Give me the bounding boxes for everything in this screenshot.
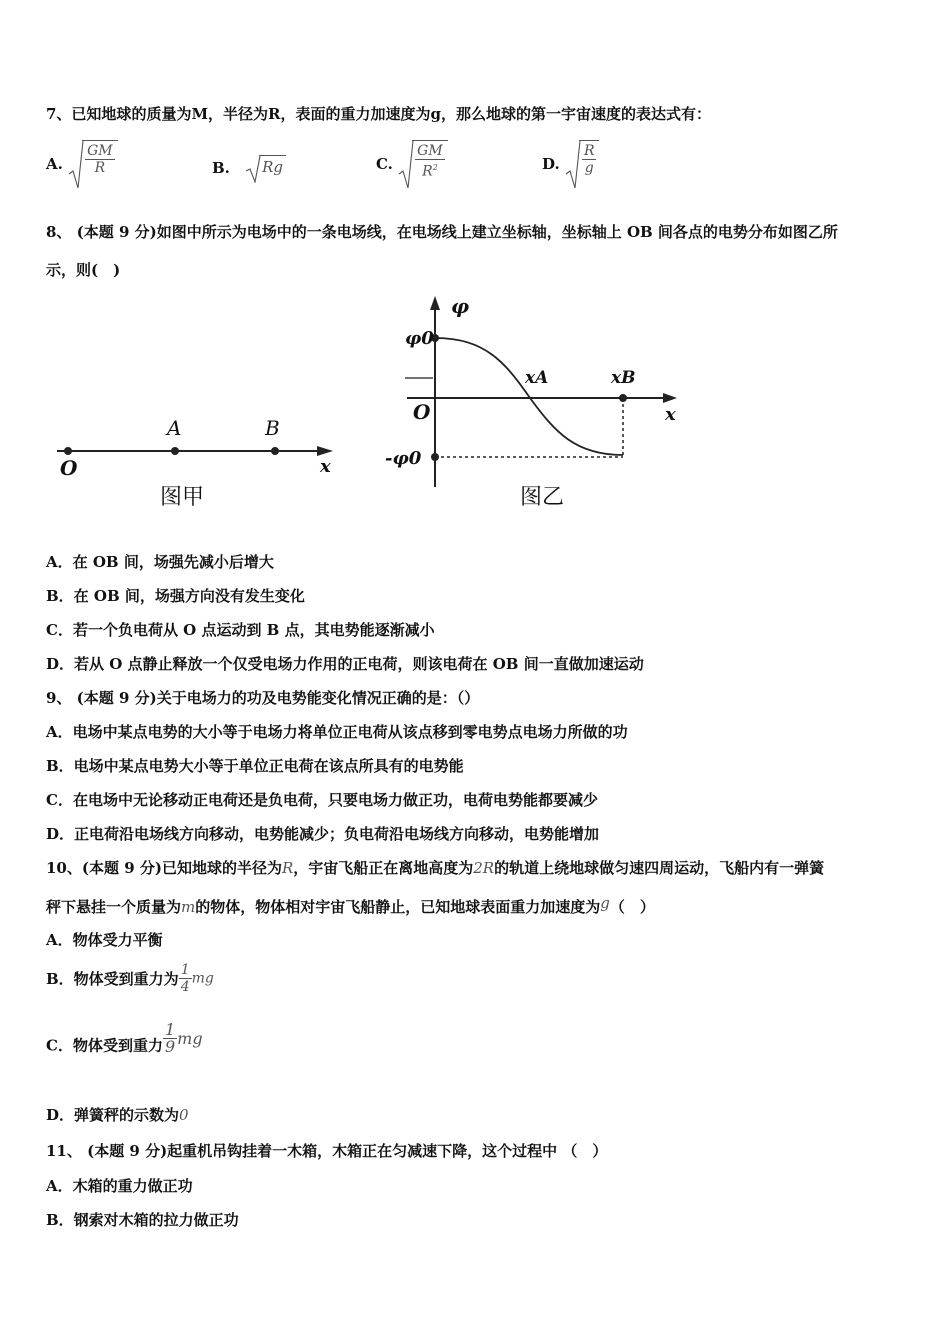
fig-yi-label-phi0: φ0 (405, 328, 434, 349)
q7-option-c (376, 140, 448, 188)
q7-d-numerator: R (583, 143, 595, 159)
fig-yi-label-xa: xA (525, 368, 549, 388)
q7-option-c-label: C. (376, 155, 393, 173)
q7-option-a (46, 140, 118, 188)
fig-jia-label-x: x (320, 456, 331, 477)
q10-option-c-text: C．物体受到重力 (46, 1036, 163, 1055)
q7-option-b (212, 155, 286, 181)
q8-option-d: D．若从 O 点静止释放一个仅受电场力作用的正电荷，则该电荷在 OB 间一直做加速运动 (46, 655, 644, 673)
q10-option-b-text: B．物体受到重力为 (46, 970, 179, 988)
fig-jia-label-b: B (265, 416, 280, 440)
q10-option-c (46, 1022, 203, 1056)
q10-stem-part1: 10、(本题 9 分)已知地球的半径为 (46, 859, 282, 877)
q10-stem-part4: 秤下悬挂一个质量为 (46, 898, 182, 916)
sqrt-icon (68, 140, 118, 188)
q10-stem-line1 (46, 857, 824, 878)
q7-option-d-label: D. (542, 155, 560, 173)
fig-jia-label-o: O (60, 456, 78, 480)
q10-option-d (46, 1104, 189, 1125)
q7-c-exponent: 2 (432, 163, 438, 172)
fig-yi-label-neg-phi0: -φ0 (385, 448, 422, 469)
q9-option-b: B．电场中某点电势大小等于单位正电荷在该点所具有的电势能 (46, 757, 464, 775)
q10-stem-part5: 的物体，物体相对宇宙飞船静止，已知地球表面重力加速度为 (195, 898, 601, 916)
figure-jia (55, 410, 345, 520)
q9-option-c: C．在电场中无论移动正电荷还是负电荷，只要电场力做正功，电荷电势能都要减少 (46, 791, 598, 809)
q7-d-denominator: g (584, 160, 594, 176)
q10-c-denominator: 9 (164, 1037, 176, 1056)
q10-option-a: A．物体受力平衡 (46, 931, 163, 949)
q8-stem-line1: 8、 (本题 9 分)如图中所示为电场中的一条电场线，在电场线上建立坐标轴，坐标轴上 OB 间各点的电势分布如图乙所 (46, 223, 838, 241)
q10-b-denominator: 4 (180, 979, 190, 995)
q10-var-r: R (281, 859, 294, 877)
q10-c-numerator: 1 (164, 1020, 176, 1039)
q10-stem-part3: 的轨道上绕地球做匀速四周运动，飞船内有一弹簧 (494, 859, 825, 877)
q7-option-a-label: A. (46, 155, 63, 173)
fig-yi-label-x: x (665, 404, 676, 425)
q11-stem: 11、 (本题 9 分)起重机吊钩挂着一木箱，木箱正在匀减速下降，这个过程中 （ ） (46, 1142, 608, 1160)
q7-a-numerator: GM (87, 143, 113, 159)
q7-c-numerator: GM (417, 143, 443, 159)
sqrt-icon (398, 140, 448, 188)
q8-option-c: C．若一个负电荷从 O 点运动到 B 点，其电势能逐渐减小 (46, 621, 435, 639)
sqrt-icon (565, 140, 600, 188)
q11-option-b: B．钢索对木箱的拉力做正功 (46, 1211, 239, 1229)
q11-option-a: A．木箱的重力做正功 (46, 1177, 193, 1195)
q10-var-2r: 2R (473, 859, 495, 877)
fig-jia-label-a: A (167, 416, 182, 440)
q7-a-denominator: R (94, 160, 106, 176)
q10-c-mg: mg (177, 1029, 203, 1048)
q7-c-denominator: R (422, 163, 433, 180)
q7-option-b-label: B. (212, 159, 230, 177)
q10-d-value: 0 (179, 1106, 189, 1124)
q10-option-b (46, 962, 214, 995)
q7-option-d (542, 140, 599, 188)
q8-option-b: B．在 OB 间，场强方向没有发生变化 (46, 587, 305, 605)
sqrt-icon (245, 155, 286, 181)
q7-b-radicand: Rg (259, 155, 286, 176)
q9-option-a: A．电场中某点电势的大小等于电场力将单位正电荷从该点移到零电势点电场力所做的功 (46, 723, 628, 741)
fig-yi-label-xb: xB (611, 368, 636, 388)
fig-yi-label-phi: φ (451, 294, 470, 318)
fig-yi-caption: 图乙 (520, 485, 565, 510)
q10-stem-line2 (46, 894, 655, 917)
fig-yi-label-o: O (413, 400, 431, 424)
q10-option-d-text: D．弹簧秤的示数为 (46, 1106, 180, 1124)
q10-stem-part6: （ ） (609, 898, 655, 916)
q10-var-m: m (181, 898, 196, 916)
fig-jia-caption: 图甲 (160, 485, 205, 510)
q10-var-g: g (600, 894, 610, 912)
q9-stem: 9、 (本题 9 分)关于电场力的功及电势能变化情况正确的是：（） (46, 689, 480, 707)
q8-stem-line2: 示，则( ) (46, 261, 121, 279)
q10-b-numerator: 1 (180, 962, 190, 978)
q10-b-mg: mg (191, 970, 214, 987)
q7-stem: 7、已知地球的质量为M，半径为R，表面的重力加速度为g，那么地球的第一宇宙速度的表达式有： (46, 105, 711, 123)
q9-option-d: D．正电荷沿电场线方向移动，电势能减少；负电荷沿电场线方向移动，电势能增加 (46, 825, 600, 843)
q8-option-a: A．在 OB 间，场强先减小后增大 (46, 553, 274, 571)
figure-yi (385, 292, 695, 522)
q10-stem-part2: ，宇宙飞船正在离地高度为 (293, 859, 474, 877)
